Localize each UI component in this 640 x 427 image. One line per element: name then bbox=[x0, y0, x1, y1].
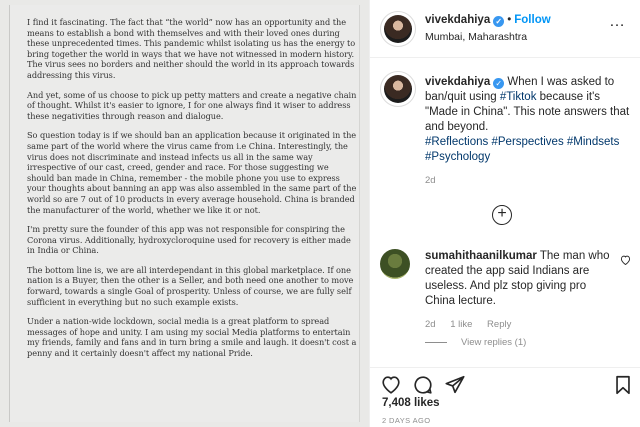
author-line bbox=[425, 14, 551, 27]
replies-divider bbox=[425, 342, 447, 343]
verified-badge-icon: ✓ bbox=[493, 16, 504, 27]
note-paper bbox=[9, 5, 360, 422]
post-panel bbox=[369, 0, 640, 427]
comment-time[interactable]: 2d bbox=[425, 319, 436, 330]
commenter-username[interactable]: sumahithaanilkumar bbox=[425, 250, 537, 262]
likes-count[interactable]: 7,408 likes bbox=[382, 397, 440, 409]
comment-text bbox=[425, 249, 615, 332]
save-bookmark-icon[interactable] bbox=[612, 374, 634, 396]
note-paragraph-5: The bottom line is, we are all interdependant in this global marketplace. If one nation is a Buyer, then the other is a Seller, and both need one another to move forward, towards a single Goal of prosperity. Unless of course, we are fully self sufficient in everything but no such example exists. bbox=[27, 264, 354, 307]
caption-avatar[interactable] bbox=[384, 75, 412, 103]
caption-hashtags[interactable]: #Reflections #Perspectives #Mindsets #Psychology bbox=[425, 136, 620, 163]
post-actions bbox=[370, 367, 640, 427]
author-avatar[interactable] bbox=[384, 15, 412, 43]
note-paragraph-1: I find it fascinating. The fact that “the world” now has an opportunity and the means to establish a bond with themselves and with their loved ones during these unprecedented times. This pandemic whilst isolating us has the energy to bring together the world in ways that we have not witnessed in modern history. The virus sees no borders and neither should the world in its approach towards addressing this virus. bbox=[27, 17, 356, 80]
caption-time[interactable]: 2d bbox=[425, 175, 436, 186]
view-replies-link[interactable] bbox=[425, 337, 526, 348]
note-paragraph-3: So question today is if we should ban an application because it originated in the same part of the world where the virus came from i.e China. Interestingly, the virus does not discriminate and instead infects us all in the same way irrespective of our cast, creed, gender and race. For those suggesting we should ban made in China, remember - the mobile phone you use to express your thoughts about banning an app was also assembled in the same part of the world so are 7 out of 10 products in every average household. China is branded the manufacturer of the world, whether we like it or not. bbox=[27, 130, 357, 215]
view-replies-label[interactable]: View replies (1) bbox=[461, 337, 527, 348]
more-options-icon[interactable]: … bbox=[609, 13, 626, 30]
comment-body: The man who created the app said Indians are useless. And plz stop giving pro China lecture. bbox=[425, 250, 610, 307]
comment-like-count[interactable]: 1 like bbox=[450, 319, 473, 330]
comments-section[interactable] bbox=[370, 59, 640, 367]
comment-reply-button[interactable]: Reply bbox=[487, 319, 512, 330]
load-more-comments-icon[interactable]: + bbox=[492, 205, 512, 225]
post-header bbox=[370, 0, 640, 58]
follow-button[interactable]: Follow bbox=[514, 14, 551, 26]
note-paragraph-4: I'm pretty sure the founder of this app was not responsible for conspiring the Corona virus. Additionally, hydroxycloroquine used for recovery is either made in India or China. bbox=[27, 224, 351, 256]
share-paper-plane-icon[interactable] bbox=[444, 374, 466, 396]
note-text bbox=[27, 17, 357, 368]
caption-body-end: because it's "Made in China". This note answers that and beyond. bbox=[425, 91, 630, 133]
note-paragraph-6: Under a nation-wide lockdown, social media is a great platform to spread messages of hope and unity. I am using my social Media platforms to entertain my friends, family and fans and in turn bring a smile and laugh. it doesn't cost a penny and it certainly doesn't affect my national Pride. bbox=[27, 316, 357, 359]
caption-username[interactable]: vivekdahiya bbox=[425, 76, 491, 88]
action-icons bbox=[380, 374, 632, 396]
caption-body-start: When I was asked to ban/quit using bbox=[425, 76, 615, 103]
comment-meta bbox=[425, 317, 615, 332]
comment-bubble-icon[interactable] bbox=[412, 374, 434, 396]
location-link[interactable]: Mumbai, Maharashtra bbox=[425, 31, 528, 43]
comment-like-heart-icon[interactable] bbox=[620, 255, 631, 268]
separator-dot: • bbox=[507, 14, 512, 26]
note-paragraph-2: And yet, some of us choose to pick up petty matters and create a negative chain of thought. Whilst it's easier to ignore, I for one always find it wiser to address these negativities through reason and dialogue. bbox=[27, 89, 357, 121]
post-timestamp[interactable]: 2 DAYS AGO bbox=[382, 416, 431, 425]
hashtag-tiktok[interactable]: #Tiktok bbox=[499, 91, 537, 103]
commenter-avatar[interactable] bbox=[380, 249, 410, 279]
caption-verified-icon: ✓ bbox=[493, 78, 504, 89]
caption-text bbox=[425, 75, 635, 188]
author-username[interactable]: vivekdahiya bbox=[425, 14, 491, 26]
caption-meta bbox=[425, 173, 635, 188]
like-heart-icon[interactable] bbox=[380, 374, 402, 396]
